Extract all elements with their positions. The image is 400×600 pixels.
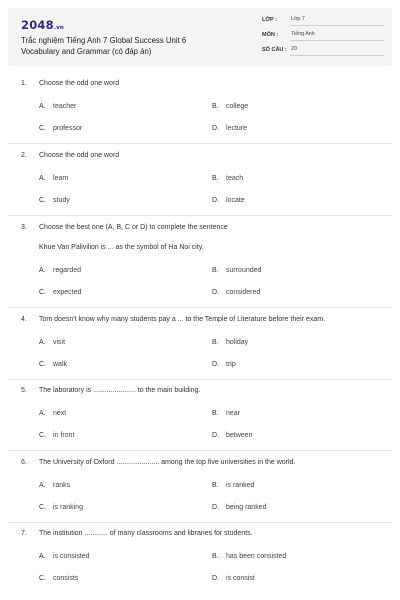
option-b[interactable] — [212, 175, 243, 182]
option-letter: B. — [212, 175, 219, 182]
option-d[interactable] — [212, 289, 260, 296]
option-letter: C. — [39, 575, 46, 582]
option-text: is ranked — [226, 482, 255, 489]
question-number: 2. — [21, 152, 27, 159]
worksheet-header — [8, 8, 392, 66]
option-letter: C. — [39, 197, 46, 204]
logo-suffix: .vn — [53, 25, 65, 31]
option-letter: A. — [39, 553, 46, 560]
option-d[interactable] — [212, 432, 252, 439]
option-text: teacher — [53, 103, 77, 110]
option-b[interactable] — [212, 482, 254, 489]
option-letter: D. — [212, 504, 219, 511]
option-letter: C. — [39, 289, 46, 296]
option-text: considered — [226, 289, 261, 296]
option-letter: C. — [39, 125, 46, 132]
meta-class-label: LỚP : — [262, 17, 277, 23]
option-b[interactable] — [212, 103, 248, 110]
option-letter: A. — [39, 175, 46, 182]
option-c[interactable] — [39, 361, 67, 368]
meta-class-value: Lớp 7 — [290, 16, 384, 26]
meta-subject-label: MÔN : — [262, 32, 279, 38]
option-text: is consist — [226, 575, 255, 582]
meta-count-value: 20 — [290, 46, 384, 56]
option-a[interactable] — [39, 175, 69, 182]
question-text: Choose the odd one word — [39, 152, 120, 159]
option-text: teach — [226, 175, 244, 182]
option-text: walk — [53, 361, 68, 368]
option-text: near — [226, 410, 241, 417]
option-letter: A. — [39, 267, 46, 274]
option-letter: D. — [212, 575, 219, 582]
option-letter: B. — [212, 482, 219, 489]
option-letter: A. — [39, 339, 46, 346]
option-c[interactable] — [39, 197, 70, 204]
option-letter: D. — [212, 432, 219, 439]
option-text: learn — [53, 175, 69, 182]
option-text: next — [53, 410, 67, 417]
option-d[interactable] — [212, 361, 236, 368]
option-text: professor — [53, 125, 83, 132]
option-a[interactable] — [39, 410, 66, 417]
question-text: Choose the odd one word — [39, 80, 120, 87]
option-letter: C. — [39, 361, 46, 368]
question-divider — [8, 215, 392, 216]
question-text: The laboratory is ...................... to the main building. — [39, 387, 201, 394]
question-number: 7. — [21, 530, 27, 537]
option-a[interactable] — [39, 482, 70, 489]
option-letter: B. — [212, 410, 219, 417]
option-c[interactable] — [39, 125, 82, 132]
option-text: being ranked — [226, 504, 267, 511]
option-d[interactable] — [212, 575, 255, 582]
option-text: holiday — [226, 339, 249, 346]
option-text: consists — [53, 575, 79, 582]
option-letter: B. — [212, 103, 219, 110]
option-c[interactable] — [39, 432, 74, 439]
option-a[interactable] — [39, 553, 90, 560]
option-b[interactable] — [212, 267, 261, 274]
option-b[interactable] — [212, 339, 248, 346]
option-text: expected — [53, 289, 82, 296]
option-text: trip — [226, 361, 236, 368]
meta-subject — [254, 32, 384, 44]
option-c[interactable] — [39, 504, 83, 511]
option-text: in front — [53, 432, 75, 439]
option-a[interactable] — [39, 267, 81, 274]
question-text: The University of Oxford ...................... among the top five universities in the world. — [39, 459, 296, 466]
option-letter: A. — [39, 482, 46, 489]
question-text: Tom doesn't know why many students pay a ... to the Temple of Literature before their exam. — [39, 316, 326, 323]
title-line-1: Trắc nghiệm Tiếng Anh 7 Global Success Unit 6 — [21, 36, 187, 45]
option-letter: B. — [212, 553, 219, 560]
option-text: ranks — [53, 482, 71, 489]
question-number: 3. — [21, 224, 27, 231]
document-title — [21, 35, 231, 57]
option-b[interactable] — [212, 553, 286, 560]
question-number: 6. — [21, 459, 27, 466]
option-d[interactable] — [212, 197, 245, 204]
question-number: 5. — [21, 387, 27, 394]
option-text: visit — [53, 339, 66, 346]
option-text: is ranking — [53, 504, 83, 511]
question-divider — [8, 450, 392, 451]
option-letter: D. — [212, 125, 219, 132]
site-logo[interactable] — [21, 18, 64, 32]
question-text: Choose the best one (A, B, C or D) to complete the sentence — [39, 224, 228, 231]
option-a[interactable] — [39, 103, 76, 110]
option-letter: D. — [212, 197, 219, 204]
question-sentence: Khue Van Palivilion is ... as the symbol of Ha Noi city. — [39, 244, 204, 251]
meta-class — [254, 17, 384, 29]
option-letter: A. — [39, 410, 46, 417]
title-line-2: Vocabulary and Grammar (có đáp án) — [21, 47, 152, 56]
meta-subject-value: Tiếng Anh — [290, 31, 384, 41]
option-letter: C. — [39, 432, 46, 439]
question-divider — [8, 379, 392, 380]
meta-count — [254, 47, 384, 59]
option-text: locate — [226, 197, 245, 204]
option-b[interactable] — [212, 410, 240, 417]
question-number: 1. — [21, 80, 27, 87]
option-letter: A. — [39, 103, 46, 110]
option-d[interactable] — [212, 125, 247, 132]
question-divider — [8, 143, 392, 144]
question-divider — [8, 307, 392, 308]
option-letter: B. — [212, 339, 219, 346]
option-letter: D. — [212, 289, 219, 296]
option-c[interactable] — [39, 289, 81, 296]
question-divider — [8, 522, 392, 523]
option-text: surrounded — [226, 267, 262, 274]
option-letter: C. — [39, 504, 46, 511]
option-c[interactable] — [39, 575, 78, 582]
meta-count-label: SỐ CÂU : — [262, 47, 287, 53]
option-text: is consisted — [53, 553, 90, 560]
question-number: 4. — [21, 316, 27, 323]
option-d[interactable] — [212, 504, 266, 511]
option-text: lecture — [226, 125, 248, 132]
option-text: between — [226, 432, 253, 439]
option-letter: D. — [212, 361, 219, 368]
option-text: college — [226, 103, 249, 110]
option-a[interactable] — [39, 339, 65, 346]
option-text: has been consisted — [226, 553, 287, 560]
option-text: regarded — [53, 267, 82, 274]
question-text: The institution ............ of many classrooms and libraries for students. — [39, 530, 253, 537]
option-text: study — [53, 197, 70, 204]
logo-text: 2048 — [21, 18, 54, 32]
option-letter: B. — [212, 267, 219, 274]
